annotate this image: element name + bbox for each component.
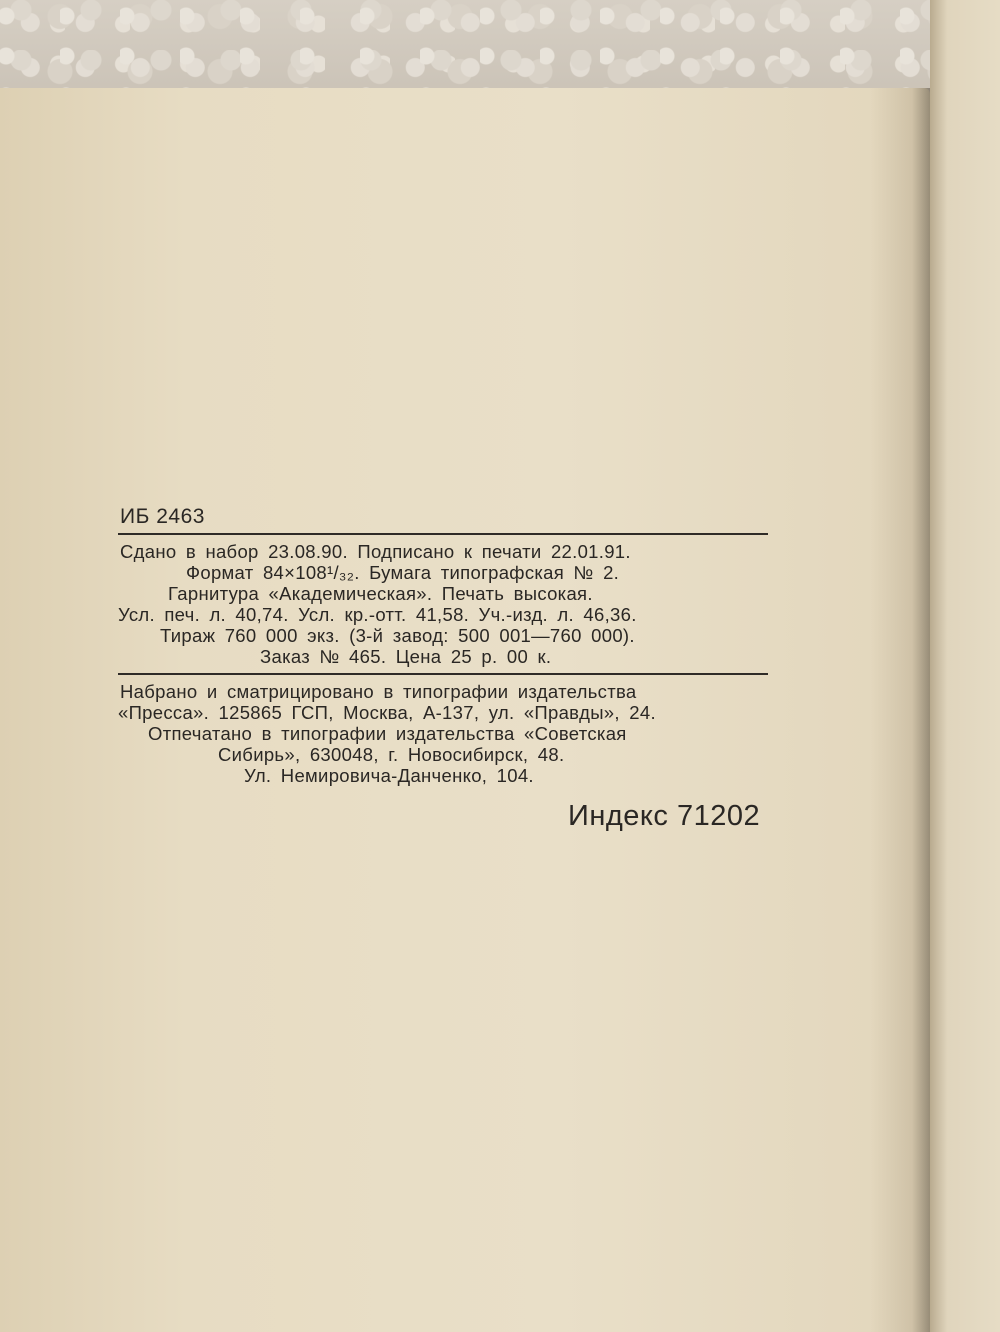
facing-page-edge — [930, 0, 1000, 1332]
printer-line: Ул. Немировича-Данченко, 104. — [244, 765, 534, 786]
printer-line: Сибирь», 630048, г. Новосибирск, 48. — [218, 744, 565, 765]
index-number: Индекс 71202 — [568, 800, 761, 832]
top-rule — [118, 533, 768, 535]
printer-line: «Пресса». 125865 ГСП, Москва, А-137, ул. «Правды», 24. — [118, 702, 656, 723]
print-line: Тираж 760 000 экз. (3-й завод: 500 001—760 000). — [160, 625, 635, 646]
print-line: Гарнитура «Академическая». Печать высокая. — [168, 583, 593, 604]
print-details — [118, 541, 768, 667]
page-gutter-shadow — [870, 88, 930, 1332]
printer-line: Отпечатано в типографии издательства «Советская — [148, 723, 627, 744]
ib-number: ИБ 2463 — [120, 505, 205, 528]
printer-details — [118, 681, 768, 786]
print-line: Усл. печ. л. 40,74. Усл. кр.-отт. 41,58. Уч.-изд. л. 46,36. — [118, 604, 637, 625]
colophon — [118, 505, 768, 792]
middle-rule — [118, 673, 768, 675]
print-line: Заказ № 465. Цена 25 р. 00 к. — [260, 646, 552, 667]
print-line: Сдано в набор 23.08.90. Подписано к печати 22.01.91. — [120, 541, 631, 562]
printer-line: Набрано и сматрицировано в типографии издательства — [120, 681, 637, 702]
print-line: Формат 84×108¹/₃₂. Бумага типографская № 2. — [186, 562, 620, 583]
